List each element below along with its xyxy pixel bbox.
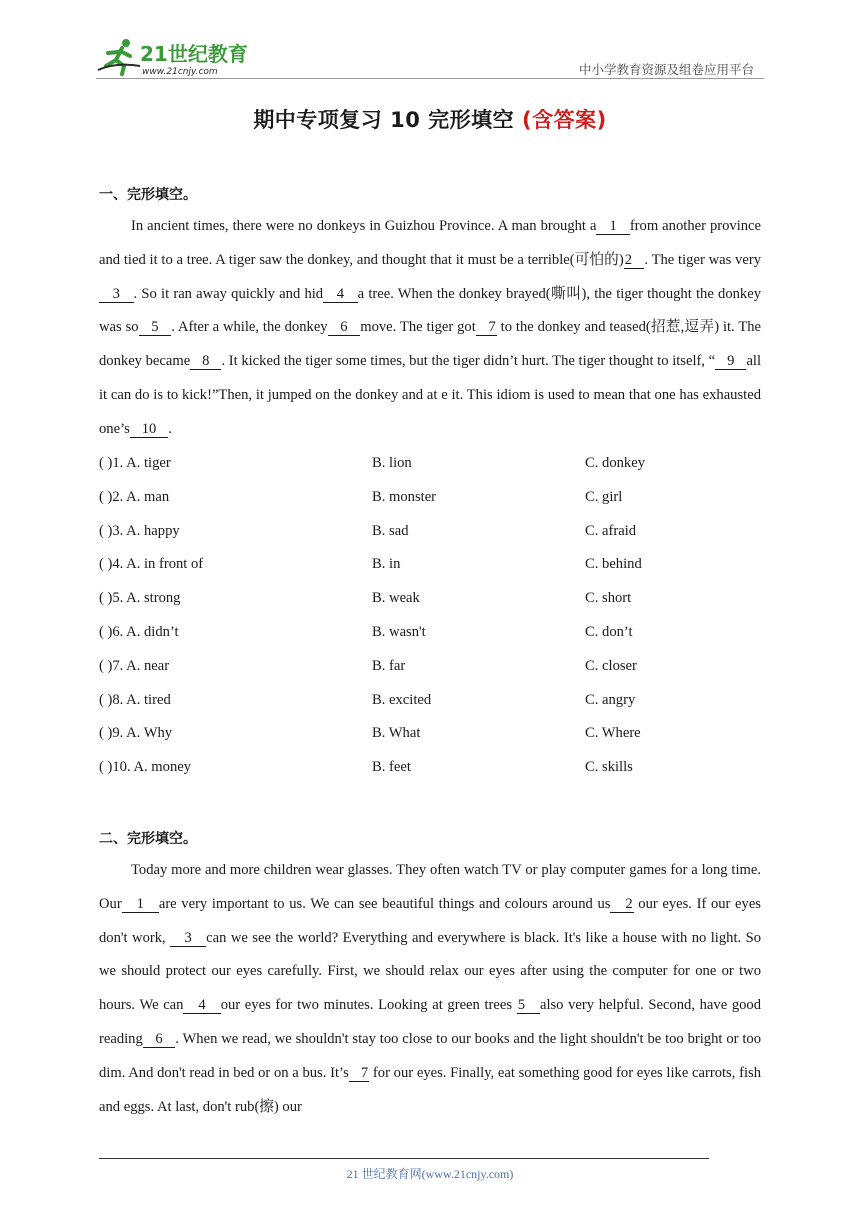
option-c: C. skills [585,759,633,776]
option-row [99,751,761,785]
option-row [99,447,761,481]
title-answer-note: (含答案) [521,108,607,132]
option-row [99,616,761,650]
blank: 6 [143,1030,175,1047]
question-a: ( )10. A. money [99,759,192,776]
section1-heading: 一、完形填空。 [99,187,197,203]
logo-text: 21世纪教育 [140,42,248,66]
passage-text: all it can do is to kick!”Then, it jumped on the donkey and at e it. This idiom is used to mean that one has exhausted one’s [99,353,762,437]
option-b: B. far [372,657,406,674]
blank: 8 [191,353,221,370]
passage-text: to the donkey and teased(招惹,逗弄) it. The donkey became [99,319,762,370]
runner-icon [98,39,140,74]
passage-text: from another province and tied it to a tree. A tiger saw the donkey, and thought that it must be a terrible(可怕的) [99,218,762,268]
option-b: B. sad [372,522,409,539]
passage-text: . After a while, the donkey [171,319,328,336]
section1-passage [99,210,761,447]
option-b: B. lion [372,455,412,471]
option-row [99,548,761,582]
question-a: ( )7. A. near [99,657,170,674]
passage-text: for our eyes. Finally, eat something good for eyes like carrots, fish and eggs. At last, don't rub(擦) our [99,1064,761,1115]
passage-text: . [168,420,172,437]
passage-text: . So it ran away quickly and hid [133,285,324,302]
blank: 6 [328,319,360,336]
blank: 7 [349,1064,369,1081]
site-logo [96,36,258,78]
passage-text: . It kicked the tiger some times, but the tiger didn’t hurt. The tiger thought to itself, “ [221,353,716,370]
option-b: B. monster [372,488,437,505]
option-b: B. What [372,725,421,742]
question-a: ( )3. A. happy [99,522,180,539]
passage-text: a tree. When the donkey brayed(嘶叫), the tiger thought the donkey was so [99,285,761,336]
question-a: ( )5. A. strong [99,590,181,607]
option-b: B. in [372,556,401,573]
logo-sub: www.21cnjy.com [142,67,218,77]
passage-text: can we see the world? Everything and everywhere is black. It's like a house with no light. So we should protect our eyes carefully. First, we should relax our eyes after using the computer for one or two hours. We can [99,929,762,1014]
passage-text: . When we read, we shouldn't stay too close to our books and the light shouldn't be too bright or too dim. And don't read in bed or on a bus. It’s [99,1030,761,1081]
section2-heading: 二、完形填空。 [99,831,197,847]
blank: 1 [122,895,158,912]
blank: 4 [324,285,357,302]
header-divider [96,78,764,79]
section2-passage [99,854,761,1124]
option-c: C. behind [585,556,642,573]
option-row [99,684,761,718]
blank: 5 [139,319,171,336]
question-a: ( )8. A. tired [99,691,171,708]
option-c: C. angry [585,691,636,708]
blank: 1 [597,218,629,234]
blank: 5 [517,997,539,1014]
option-row [99,717,761,751]
option-b: B. excited [372,691,432,708]
option-row [99,515,761,549]
page-title [0,104,860,134]
blank: 2 [624,251,644,268]
footer-text: 21 世纪教育网(www.21cnjy.com) [346,1167,514,1181]
blank: 3 [100,285,133,302]
blank: 3 [171,929,206,946]
option-c: C. girl [585,488,623,505]
passage-text: our eyes for two minutes. Looking at green trees [220,997,517,1014]
blank: 2 [611,895,633,912]
question-a: ( )2. A. man [99,488,170,505]
passage-text: are very important to us. We can see beautiful things and colours around us [158,895,611,912]
option-c: C. afraid [585,522,637,539]
blank: 7 [476,319,496,336]
question-a: ( )9. A. Why [99,725,173,742]
blank: 4 [184,997,220,1014]
option-c: C. closer [585,657,637,674]
passage-text: Today more and more children wear glasses. They often watch TV or play computer games for a long time. Our [99,862,761,912]
title-main: 期中专项复习 10 完形填空 [253,108,522,132]
footer-divider [99,1158,709,1159]
passage-text: . The tiger was very [644,251,761,268]
question-a: ( )4. A. in front of [99,556,204,573]
option-b: B. weak [372,590,420,607]
option-b: B. feet [372,759,411,776]
question-a: ( )1. A. tiger [99,455,171,471]
option-row [99,650,761,684]
option-c: C. donkey [585,455,645,471]
passage-text: also very helpful. Second, have good reading [99,997,762,1047]
section1-options [99,447,761,785]
blank: 10 [130,420,168,437]
blank: 9 [716,353,746,370]
passage-text: our eyes. If our eyes don't work, [99,895,761,946]
option-c: C. Where [585,725,641,742]
passage-text: In ancient times, there were no donkeys in Guizhou Province. A man brought a [131,218,597,234]
option-c: C. short [585,590,632,607]
option-row [99,481,761,515]
option-c: C. don’t [585,623,633,640]
question-a: ( )6. A. didn’t [99,623,179,640]
option-row [99,582,761,616]
option-b: B. wasn't [372,623,426,640]
passage-text: move. The tiger got [360,319,476,336]
header-platform-text: 中小学教育资源及组卷应用平台 [578,62,754,77]
